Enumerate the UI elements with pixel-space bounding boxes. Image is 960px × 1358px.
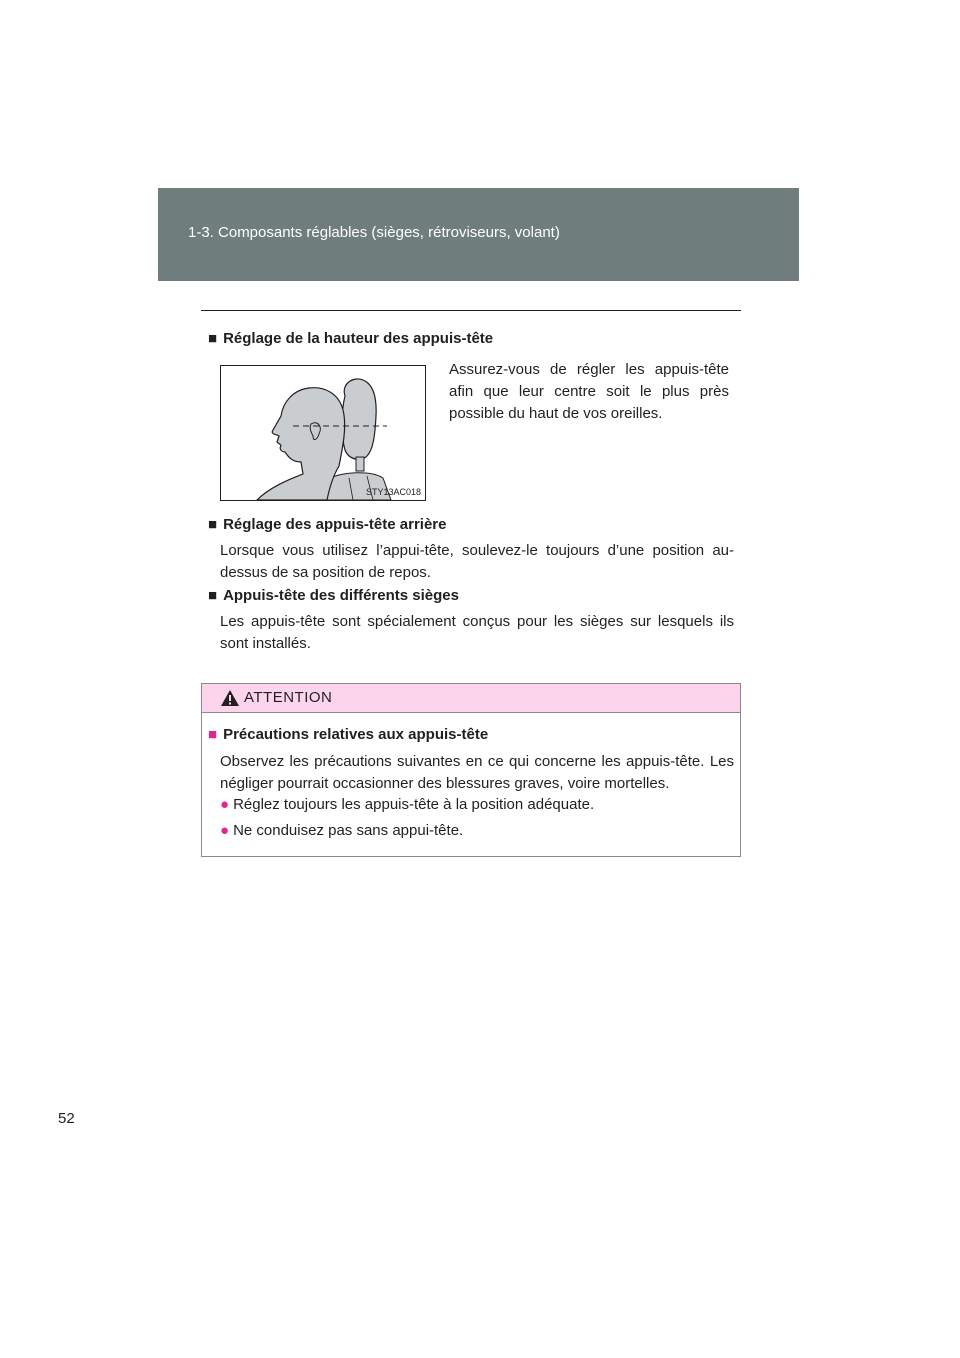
attention-heading-text: Précautions relatives aux appuis-tête [223,726,489,743]
section-heading-text: Réglage des appuis-tête arrière [223,516,447,533]
attention-bullet-text: Ne conduisez pas sans appui-tête. [233,822,464,839]
page-number: 52 [58,1110,75,1127]
attention-heading [208,726,488,743]
attention-bullet-text: Réglez toujours les appuis-tête à la position adéquate. [233,796,595,813]
square-bullet-icon: ■ [208,587,218,604]
section-heading-seats [208,587,459,604]
section-text-height: Assurez-vous de régler les appuis-tête afin que leur centre soit le plus près possible du haut de vos oreilles. [449,361,729,422]
figure-code: STY13AC018 [365,487,421,497]
chapter-header-band [158,188,799,281]
circle-bullet-icon: ● [220,796,230,813]
attention-header [202,684,740,713]
section-text-rear: Lorsque vous utilisez l’appui-tête, soulevez-le toujours d’une position au-dessus de sa position de repos. [220,542,734,581]
headrest-figure [220,365,426,501]
square-bullet-icon: ■ [208,516,218,533]
top-rule [201,310,741,311]
section-text-seats: Les appuis-tête sont spécialement conçus pour les sièges sur lesquels ils sont installés. [220,613,734,652]
attention-title: ATTENTION [244,689,333,706]
chapter-title: 1-3. Composants réglables (sièges, rétroviseurs, volant) [188,224,560,241]
section-heading-text: Réglage de la hauteur des appuis-tête [223,330,494,347]
attention-bullet-1 [220,796,594,813]
warning-triangle-icon [220,689,240,707]
circle-bullet-icon: ● [220,822,230,839]
section-heading-height [208,330,493,347]
section-heading-rear [208,516,446,533]
attention-bullet-2 [220,822,463,839]
section-heading-text: Appuis-tête des différents sièges [223,587,459,604]
headrest-height-illustration-icon [221,366,425,500]
attention-text: Observez les précautions suivantes en ce qui concerne les appuis-tête. Les négliger pourrait occasionner des blessures graves, voire mortelles. [220,753,734,792]
square-bullet-icon: ■ [208,330,218,347]
square-bullet-icon: ■ [208,726,218,743]
attention-box [201,683,741,857]
